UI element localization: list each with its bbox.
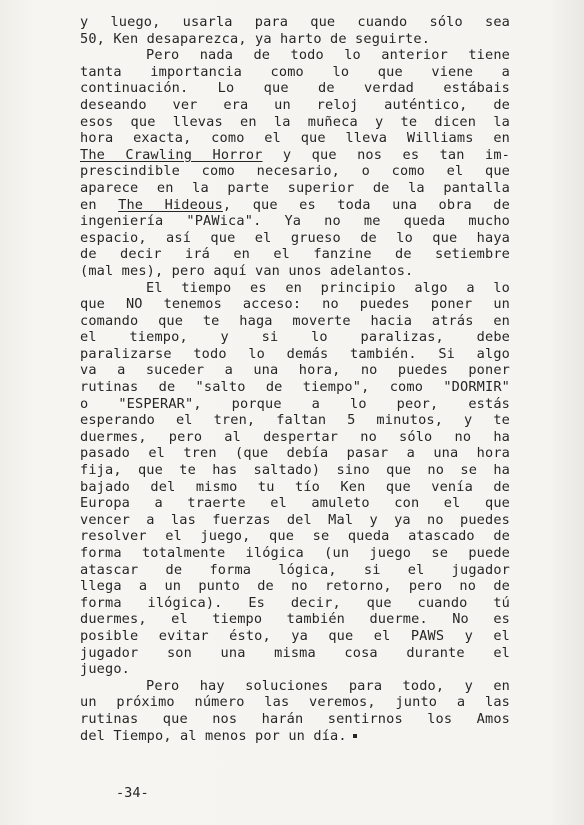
text-line: pasado el tren (que debía pasar a una hora: [80, 445, 510, 462]
text-fragment: en: [80, 196, 119, 213]
game-title-the-hideous: The Hideous: [118, 196, 223, 213]
text-line: [80, 728, 510, 745]
text-line: vencer a las fuerzas del Mal y ya no puedes: [80, 511, 510, 528]
paragraph-start-line: Pero hay soluciones para todo, y en: [146, 677, 510, 694]
text-line: duermes, pero al despertar no sólo no ha: [80, 428, 510, 445]
text-line: espacio, así que el grueso de lo que haya: [80, 229, 510, 246]
paragraph-start-line: Pero nada de todo lo anterior tiene: [146, 47, 510, 64]
text-line: un próximo número las veremos, junto a las: [80, 694, 510, 711]
text-line: aparece en la parte superior de la pantalla: [80, 179, 510, 196]
text-line: 50, Ken desaparezca, ya harto de seguirte.: [80, 30, 431, 47]
text-line: llega a un punto de no retorno, pero no de: [80, 578, 510, 595]
text-line: de decir irá en el fanzine de setiembre: [80, 246, 510, 263]
text-line: que NO tenemos acceso: no puedes poner un: [80, 296, 510, 313]
text-line: rutinas que nos harán sentirnos los Amos: [80, 710, 510, 727]
page-number: -34-: [116, 785, 149, 801]
text-line: paralizarse todo lo demás también. Si algo: [80, 345, 510, 362]
text-line: jugador son una misma cosa durante el: [80, 644, 510, 661]
text-line: fija, que te has saltado) sino que no se ha: [80, 462, 510, 479]
text-line: duermes, el tiempo también duerme. No es: [80, 611, 510, 628]
text-line: [80, 147, 510, 164]
text-line: prescindible como necesario, o como el que: [80, 163, 510, 180]
text-line: forma totalmente ilógica (un juego se puede: [80, 545, 510, 561]
text-line: juego.: [80, 661, 131, 678]
article-body: [80, 14, 510, 744]
text-line: rutinas de "salto de tiempo", como "DORMIR": [80, 379, 510, 396]
text-line: bajado del mismo tu tío Ken que venía de: [80, 478, 510, 495]
text-line: o "ESPERAR", porque a lo peor, estás: [80, 395, 510, 412]
text-line: el tiempo, y si lo paralizas, debe: [80, 329, 510, 346]
text-line: va a suceder a una hora, no puedes poner: [80, 362, 510, 379]
text-line: continuación. Lo que de verdad estábais: [80, 80, 510, 97]
paragraph-start-line: El tiempo es en principio algo a lo: [146, 279, 510, 296]
text-fragment: , que es toda una obra de: [222, 196, 510, 213]
text-line: resolver el juego, que se queda atascado de: [80, 528, 510, 545]
text-line: deseando ver era un reloj auténtico, de: [80, 96, 510, 113]
text-line: ingeniería "PAWica". Ya no me queda mucho: [80, 213, 510, 230]
text-line: Europa a traerte el amuleto con el que: [80, 495, 510, 512]
end-of-article-mark: [353, 734, 357, 738]
text-line: esos que llevas en la muñeca y te dicen la: [80, 113, 510, 130]
text-line: atascar de forma lógica, si el jugador: [80, 561, 510, 578]
text-line: [80, 197, 510, 214]
text-line: hora exacta, como el que lleva Williams en: [80, 130, 510, 147]
text-line: forma ilógica). Es decir, que cuando tú: [80, 594, 510, 611]
text-line: tanta importancia como lo que viene a: [80, 63, 510, 80]
text-fragment: del Tiempo, al menos por un día.: [80, 727, 347, 744]
text-line: y luego, usarla para que cuando sólo sea: [80, 14, 510, 30]
text-line: posible evitar ésto, ya que el PAWS y el: [80, 627, 510, 644]
text-fragment: y que nos es tan im-: [262, 146, 510, 163]
text-line: comando que te haga moverte hacia atrás en: [80, 312, 510, 329]
text-line: esperando el tren, faltan 5 minutos, y te: [80, 412, 510, 429]
text-line: (mal mes), pero aquí van unos adelantos.: [80, 262, 414, 279]
game-title-crawling-horror: The Crawling Horror: [80, 146, 263, 163]
